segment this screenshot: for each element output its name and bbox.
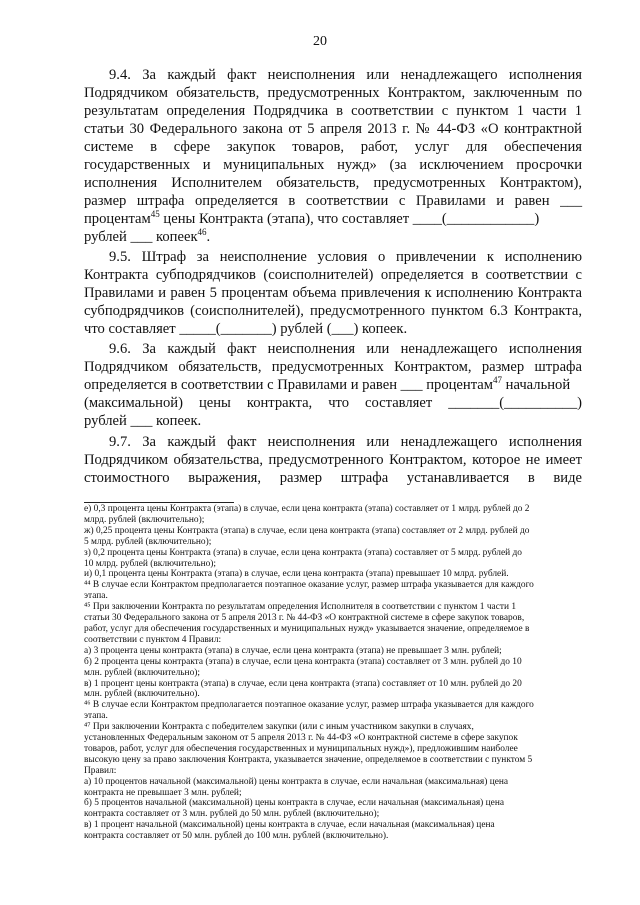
text-line [84,210,582,228]
footnote-line: этапа. [84,711,108,722]
footnote-line: контракта составляет от 3 млн. рублей до 50 млн. рублей (включительно); [84,809,380,820]
footnote-line: контракта составляет от 50 млн. рублей до 100 млн. рублей (включительно). [84,831,389,842]
text-line: размер штрафа определяется в соответствии с Правилами и равен ___ [84,193,582,209]
footnote-line: ⁴⁷ При заключении Контракта с победителем закупки (или с иным участником закупки в случаях, [84,722,474,733]
text-line: 9.5. Штраф за неисполнение условия о привлечении к исполнению [109,249,582,265]
footnote-line: и) 0,1 процента цены Контракта (этапа) в случае, если цена контракта (этапа) превышает 10 млрд. рублей. [84,569,509,580]
footnote-line: б) 5 процентов начальной (максимальной) цены контракта в случае, если начальная (максимальная) цена [84,798,504,809]
paragraph-9-4 [84,66,582,246]
footnote-line: контракта не превышает 3 млн. рублей; [84,787,242,798]
text-line: Подрядчиком обязательств, предусмотренных Контрактом, заключенным по [84,85,582,101]
footnote-line: статьи 30 Федерального закона от 5 апреля 2013 г. № 44-ФЗ «О контрактной системе в сфере закупок товаров, [84,613,525,624]
footnote-line: б) 2 процента цены контракта (этапа) в случае, если цена контракта (этапа) составляет от 3 млн. рублей до 10 [84,656,522,667]
footnote-line: ⁴⁴ В случае если Контрактом предполагается поэтапное оказание услуг, размер штрафа указывается для каждого [84,580,534,591]
text-line: системе в сфере закупок товаров, работ, услуг для обеспечения [84,139,582,155]
footnote-line: 10 млрд. рублей (включительно); [84,558,217,569]
text-line [84,376,582,394]
text-fragment: начальной [501,377,571,393]
footnote-line: высокую цену за право заключения Контракта, указывается значение, определяемое в соответствии с пунктом 5 [84,754,533,765]
text-line: что составляет _____(_______) рублей (___) копеек. [84,321,408,337]
footnote-line: а) 10 процентов начальной (максимальной) цены контракта в случае, если начальная (максимальная) цена [84,776,509,787]
footnote-line: з) 0,2 процента цены Контракта (этапа) в случае, если цена контракта (этапа) составляет от 5 млрд. рублей до [84,547,522,558]
footnotes [84,504,582,842]
text-line: государственных и муниципальных нужд» (за исключением просрочки [84,157,582,173]
text-line: исполнения Исполнителем обязательств, предусмотренных Контрактом), [84,175,582,191]
footnote-ref: 46 [197,227,207,238]
footnote-line: в) 1 процент начальной (максимальной) цены контракта в случае, если начальная (максимальная) цена [84,820,495,831]
footnote-line: 5 млрд. рублей (включительно); [84,536,212,547]
footnote-separator [84,502,234,503]
page-number: 20 [313,34,327,49]
text-line: 9.4. За каждый факт неисполнения или ненадлежащего исполнения [109,67,582,83]
footnote-line: млн. рублей (включительно); [84,667,200,678]
text-line: Правилами и равен 5 процентам объема привлечения к исполнению Контракта [84,285,582,301]
footnote-line: млрд. рублей (включительно); [84,514,205,525]
text-line: стоимостного выражения, размер штрафа устанавливается в виде [84,470,582,486]
text-line: (максимальной) цены контракта, что составляет _______(__________) [84,395,582,411]
footnote-line: соответствии с пунктом 4 Правил: [84,634,222,645]
text-line: субподрядчиков (соисполнителей), предусмотренного пунктом 6.3 Контракта, [84,303,582,319]
text-fragment: рублей ___ копеек [84,229,198,245]
footnote-line: работ, услуг для обеспечения государственных и муниципальных нужд» указывается значение, определяемое в [84,623,530,634]
text-line: Контракта субподрядчиков (соисполнителей) определяется в соответствии с [84,267,582,283]
footnote-ref: 47 [492,375,502,386]
footnote-line: ж) 0,25 процента цены Контракта (этапа) в случае, если цена контракта (этапа) составляет от 2 млрд. рублей до [84,525,530,536]
paragraph-9-6 [84,340,582,430]
text-fragment: определяется в соответствии с Правилами и равен ___ процентам [84,377,493,393]
footnote-line: а) 3 процента цены контракта (этапа) в случае, если цена контракта (этапа) не превышает 3 млн. рублей; [84,645,502,656]
footnote-line: в) 1 процент цены контракта (этапа) в случае, если цена контракта (этапа) составляет от 10 млн. рублей до 20 [84,678,522,689]
footnote-ref: 45 [150,209,160,220]
footnote-line: Правил: [84,765,117,776]
text-line: Подрядчиком обязательства, предусмотренного Контрактом, которое не имеет [84,452,582,468]
text-line: рублей ___ копеек$^{46}$. [84,227,211,245]
footnote-line: е) 0,3 процента цены Контракта (этапа) в случае, если цена контракта (этапа) составляет от 1 млрд. рублей до 2 [84,504,530,514]
text-fragment: цены Контракта (этапа), что составляет ____(____________) [159,211,540,227]
text-line: 9.7. За каждый факт неисполнения или ненадлежащего исполнения [109,434,582,450]
text-line: статьи 30 Федерального закона от 5 апреля 2013 г. № 44-ФЗ «О контрактной [84,121,582,137]
text-line: результатам определения Подрядчика в соответствии с пунктом 1 части 1 [84,103,582,119]
text-line: 9.6. За каждый факт неисполнения или ненадлежащего исполнения [109,341,582,357]
footnote-line: этапа. [84,591,108,602]
text-line: рублей ___ копеек. [84,413,202,429]
footnote-line: установленных Федеральным законом от 5 апреля 2013 г. № 44-ФЗ «О контрактной системе в сфере закупок [84,733,518,744]
footnote-line: ⁴⁶ В случае если Контрактом предполагается поэтапное оказание услуг, размер штрафа указывается для каждого [84,700,534,711]
footnote-line: млн. рублей (включительно). [84,689,200,700]
paragraph-9-7 [84,433,582,487]
footnote-line: ⁴⁵ При заключении Контракта по результатам определения Исполнителя в соответствии с пунктом 1 части 1 [84,602,517,613]
text-fragment: процентам [84,211,151,227]
footnote-line: товаров, работ, услуг для обеспечения государственных и муниципальных нужд»), предложившим наиболее [84,743,518,754]
paragraph-9-5 [84,248,582,338]
text-line: Подрядчиком обязательств, предусмотренных Контрактом, размер штрафа [84,359,582,375]
